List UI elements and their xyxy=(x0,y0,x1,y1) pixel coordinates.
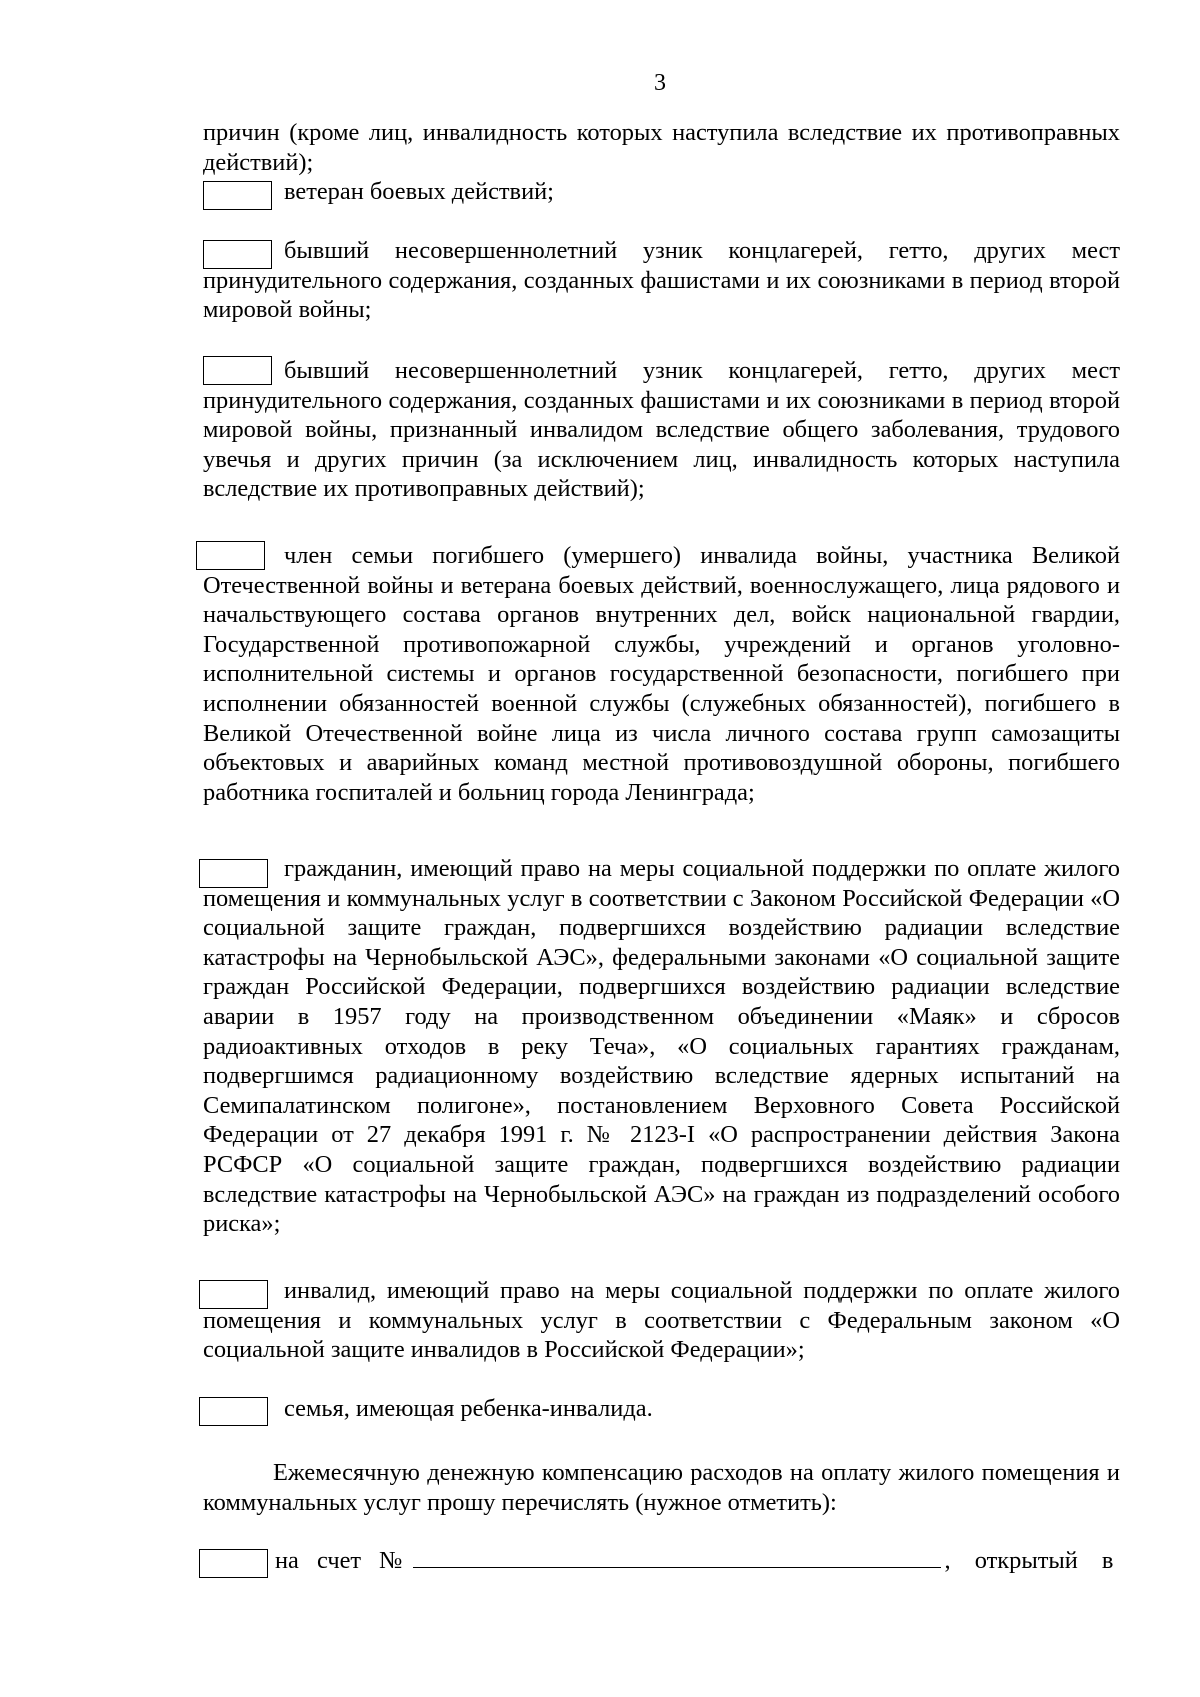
intro-text xyxy=(203,118,1120,177)
checkbox-account[interactable] xyxy=(199,1549,268,1578)
intro-paragraph: причин (кроме лиц, инвалидность которых наступила вследствие их противоправных действий); xyxy=(203,119,1120,176)
page-number: 3 xyxy=(654,70,666,96)
account-suffix: , открытый в xyxy=(944,1547,1114,1574)
account-number-field[interactable] xyxy=(413,1549,941,1568)
item-family-member-text: член семьи погибшего (умершего) инвалида войны, участника Великой Отечественной войны и ветерана боевых действий, военнослужащего, лица рядового и начальствующего состава органов внутренних дел, войск национальной гвардии, Государственной противопожарной службы, учреждений и органов уголовно-исполнительной системы и органов государственной безопасности, погибшего при исполнении обязанностей военной службы (служебных обязанностей), погибшего в Великой Отечественной войне лица из числа личного состава групп самозащиты объектовых и аварийных команд местной противовоздушной обороны, погибшего работника госпиталей и больниц города Ленинграда; xyxy=(203,542,1120,806)
payment-paragraph: Ежемесячную денежную компенсацию расходов на оплату жилого помещения и коммунальных услуг прошу перечислять (нужное отметить): xyxy=(203,1459,1120,1516)
item-former-prisoner-text: бывший несовершеннолетний узник концлагерей, гетто, других мест принудительного содержания, созданных фашистами и их союзниками в период второй мировой войны; xyxy=(203,237,1120,324)
item-former-prisoner-disabled-text: бывший несовершеннолетний узник концлагерей, гетто, других мест принудительного содержания, созданных фашистами и их союзниками в период второй мировой войны, признанный инвалидом вследствие общего заболевания, трудового увечья и других причин (за исключением лиц, инвалидность которых наступила вследствие их противоправных действий); xyxy=(203,357,1120,503)
account-line xyxy=(275,1546,1120,1576)
item-family-disabled-child-text: семья, имеющая ребенка-инвалида. xyxy=(284,1395,653,1422)
item-disabled-person-text: инвалид, имеющий право на меры социальной поддержки по оплате жилого помещения и коммунальных услуг в соответствии с Федеральным законом «О социальной защите инвалидов в Российской Федерации»; xyxy=(203,1277,1120,1364)
item-veteran-text: ветеран боевых действий; xyxy=(284,178,554,205)
account-prefix: на счет № xyxy=(275,1547,403,1574)
item-radiation-citizen-text: гражданин, имеющий право на меры социальной поддержки по оплате жилого помещения и коммунальных услуг в соответствии с Законом Российской Федерации «О социальной защите граждан, подвергшихся воздействию радиации вследствие катастрофы на Чернобыльской АЭС», федеральными законами «О социальной защите граждан Российской Федерации, подвергшихся воздействию радиации вследствие аварии в 1957 году на производственном объединении «Маяк» и сбросов радиоактивных отходов в реку Теча», «О социальных гарантиях гражданам, подвергшимся радиационному воздействию вследствие ядерных испытаний на Семипалатинском полигоне», постановлением Верховного Совета Российской Федерации от 27 декабря 1991 г. № 2123-I «О распространении действия Закона РСФСР «О социальной защите граждан, подвергшихся воздействию радиации вследствие катастрофы на Чернобыльской АЭС» на граждан из подразделений особого риска»; xyxy=(203,855,1120,1238)
